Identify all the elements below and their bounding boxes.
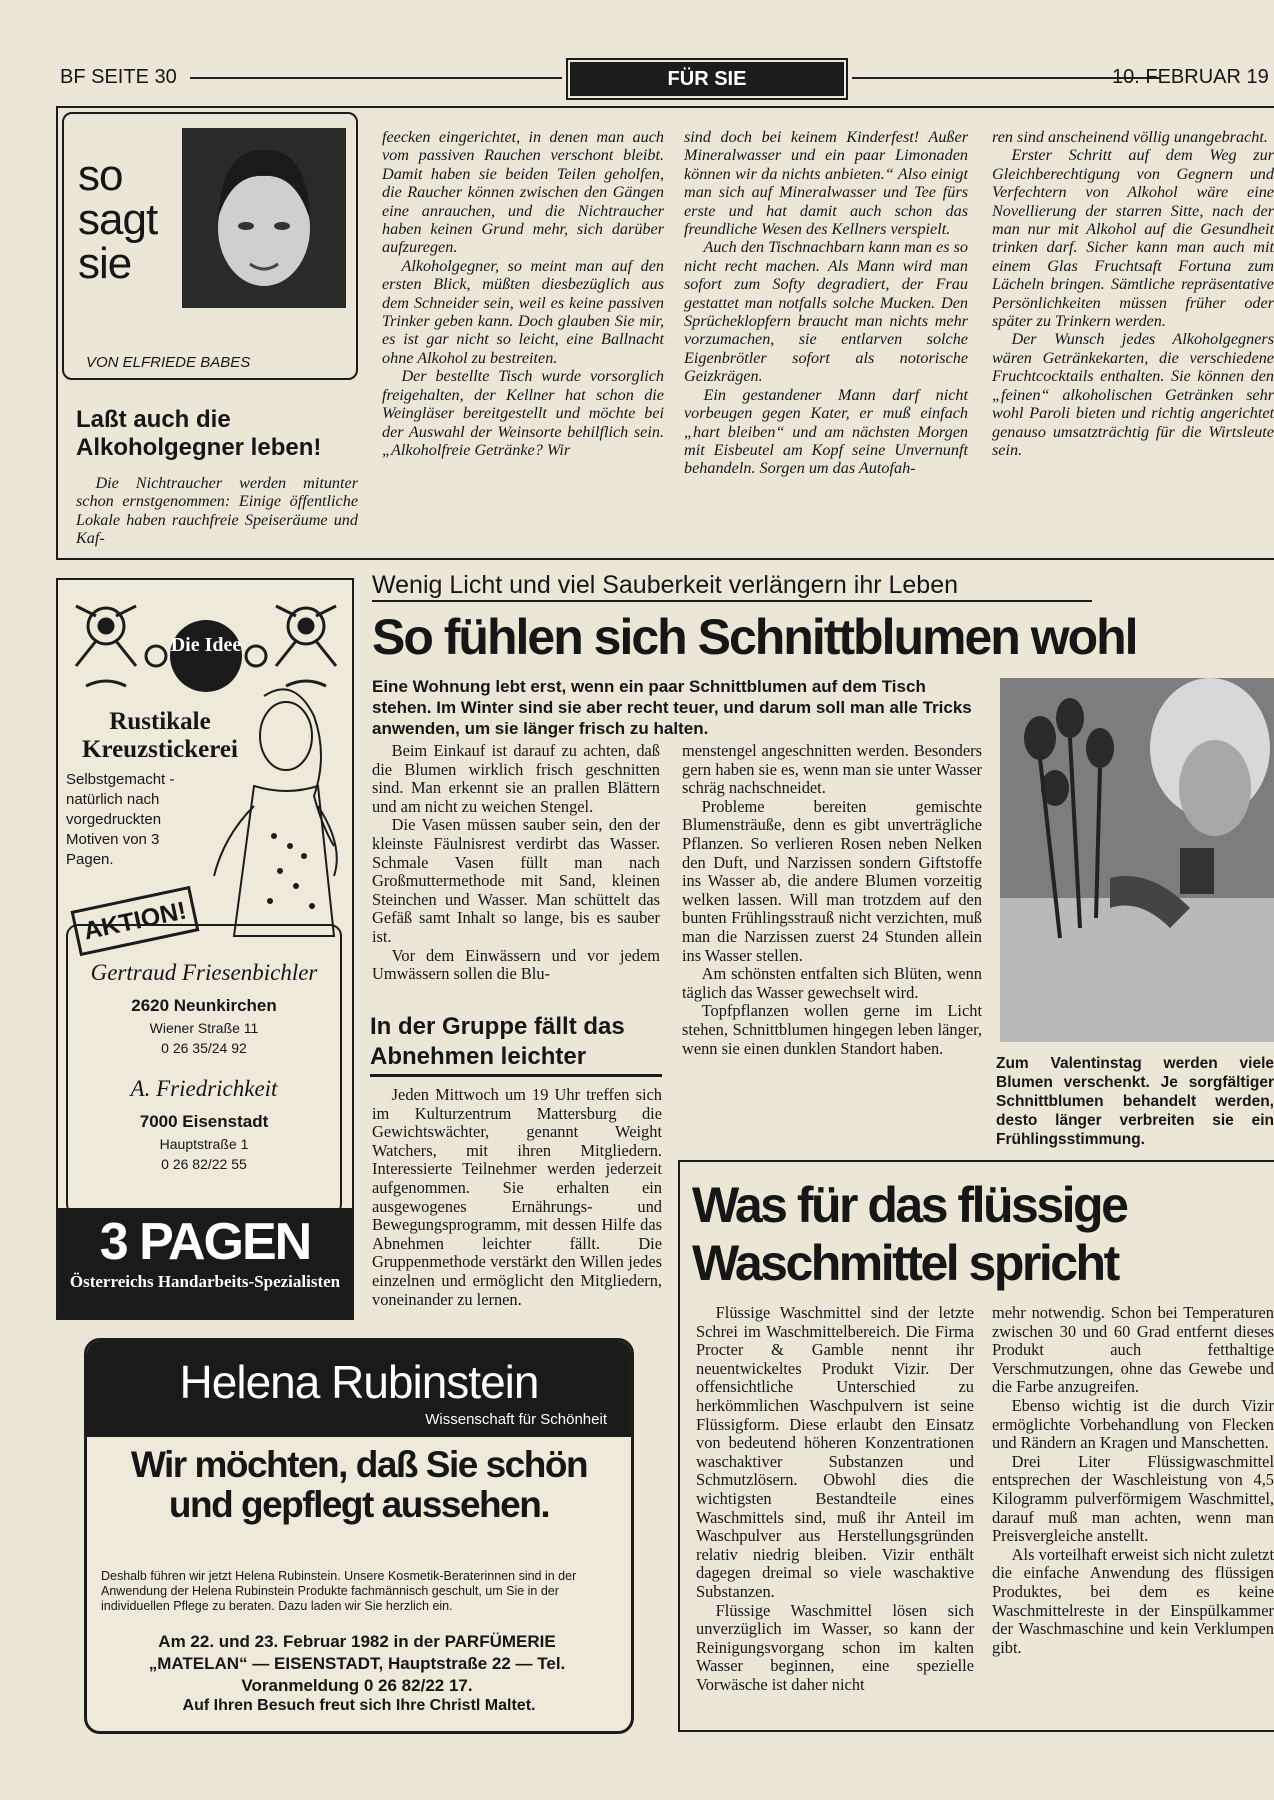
embroidery-woman-illustration-icon bbox=[194, 676, 350, 956]
ad-pagen-address-box bbox=[66, 924, 342, 1216]
paragraph: Erster Schritt auf dem Weg zur Gleichberechtigung von Gegnern und Verfechtern von Alkohol wäre eine Novellierung der starren Sitte, nach der man nur mit Alkohol auf die Gesundheit trinken darf. Sicher kann man auch mit einem Glas Fruchtsaft Fortuna zum Lächeln bringen. Sämtliche repräsentative Persönlichkeiten müssen früher oder später zu Trinkern werden. bbox=[992, 146, 1274, 331]
author-photo bbox=[182, 128, 346, 308]
shop2-name: A. Friedrichkeit bbox=[130, 1076, 278, 1101]
shop1-phone: 0 26 35/24 92 bbox=[161, 1040, 247, 1056]
paragraph: Beim Einkauf ist darauf zu achten, daß die Blumen wirklich frisch geschnitten sind. Man erkennt sie an prallen Blättern und am nicht zu weichen Stengel. bbox=[372, 741, 660, 816]
section-label: FÜR SIE bbox=[570, 62, 844, 96]
paragraph: Vor dem Einwässern und vor jedem Umwässern sollen die Blu- bbox=[372, 945, 660, 984]
issue-date: 10. FEBRUAR 19 bbox=[1112, 66, 1269, 88]
column-text-col1 bbox=[76, 474, 358, 548]
flowers-caption: Zum Valentinstag werden viele Blumen verschenkt. Je sorgfältiger Schnittblumen behandelt werden, desto länger verbreiten sie ein Frühlingsstimmung. bbox=[996, 1055, 1274, 1148]
paragraph: Am schönsten entfalten sich Blüten, wenn täglich das Wasser gewechselt wird. bbox=[682, 964, 982, 1002]
paragraph: Alkoholgegner, so meint man auf den ersten Blick, müßten diesbezüglich aus dem Schneider sein, weil es keine passiven Trinker geben kann. Doch glauben Sie mir, es ist gar nicht so leicht, eine Ballnacht ohne Alkohol zu bestreiten. bbox=[382, 256, 664, 367]
column-headline: Laßt auch die Alkoholgegner leben! bbox=[76, 406, 322, 461]
shop1-street: Wiener Straße 11 bbox=[149, 1020, 259, 1036]
helena-brand: Helena Rubinstein bbox=[179, 1356, 539, 1408]
column-logo: so sagt sie bbox=[78, 151, 158, 288]
detergent-box bbox=[678, 1160, 1274, 1732]
flowers-headline: So fühlen sich Schnittblumen wohl bbox=[372, 609, 1137, 665]
ad-pagen-footer bbox=[58, 1208, 352, 1318]
paragraph: Jeden Mittwoch um 19 Uhr treffen sich im Kulturzentrum Mattersburg die Gewichtswächter, genannt Weight Watchers, mit ihren Mitgliedern. Interessierte Teilnehmer werden jederzeit aufgenommen. Sie erhalten ein ausgewogenes Ernährungs- und Bewegungsprogramm, mit dessen Hilfe das Abnehmen leichter fällt. Die Gruppenmethode verstärkt den Willen jedes einzelnen und ermöglicht den Mitgliedern, voneinander zu lernen. bbox=[372, 1085, 662, 1309]
paragraph: menstengel angeschnitten werden. Besonders gern haben sie es, wenn man sie unter Wasser schräg nachschneidet. bbox=[682, 741, 982, 798]
column-text-col4 bbox=[992, 128, 1274, 459]
shop1-city: 2620 Neunkirchen bbox=[131, 996, 277, 1015]
flowers-photo bbox=[1000, 678, 1274, 1042]
group-body bbox=[372, 1086, 662, 1309]
group-headline: In der Gruppe fällt das Abnehmen leichter bbox=[370, 1012, 662, 1077]
helena-sub: Wissenschaft für Schönheit bbox=[425, 1411, 607, 1428]
masthead-rule-left bbox=[190, 77, 562, 79]
paragraph: Der bestellte Tisch wurde vorsorglich freigehalten, der Kellner hat schon die Weingläser bereitgestellt und möchte bei der Auswahl der Weinsorte behilflich sein. „Alkoholfreie Getränke? Wir bbox=[382, 367, 664, 459]
page-number: BF SEITE 30 bbox=[60, 66, 177, 88]
paragraph: Ebenso wichtig ist die durch Vizir ermöglichte Vorbehandlung von Flecken und Rändern an Kragen und Manschetten. bbox=[992, 1395, 1274, 1453]
ad-pagen-title: Rustikale Kreuzstickerei bbox=[82, 708, 238, 763]
column-header-box bbox=[62, 112, 358, 380]
flowers-lead: Eine Wohnung lebt erst, wenn ein paar Schnittblumen auf dem Tisch stehen. Im Winter sind sie aber recht teuer, und darum soll man alle Tricks anwenden, um sie länger frisch zu halten. bbox=[372, 677, 972, 738]
flowers-kicker: Wenig Licht und viel Sauberkeit verlängern ihr Leben bbox=[372, 570, 1092, 602]
paragraph: ren sind anscheinend völlig unangebracht. bbox=[992, 128, 1268, 146]
column-author: VON ELFRIEDE BABES bbox=[86, 354, 251, 371]
flowers-col1 bbox=[372, 742, 660, 984]
paragraph: Drei Liter Flüssigwaschmittel entsprechen der Waschleistung von 4,5 Kilogramm pulverförmigem Waschmittel, darauf muß man achten, wenn man Preisvergleiche anstellt. bbox=[992, 1451, 1274, 1546]
paragraph: Flüssige Waschmittel sind der letzte Schrei im Waschmittelbereich. Die Firma Procter & Gamble nennt ihr neuentwickeltes Produkt Vizir. Der offensichtliche Unterschied zu herkömmlichen Waschpulvern ist seine Flüssigform. Diese erlaubt den Einsatz von bedeutend höheren Konzentrationen waschaktiver Substanzen und Schmutzlösern. Obwohl dies die wichtigsten Bestandteile eines Waschmittels sind, muß ihr Anteil im Waschpulver aus Herstellungsgründen relativ niedrig bleiben. Vizir enthält dagegen dreimal so viele waschaktive Substanzen. bbox=[696, 1303, 974, 1601]
detergent-col2 bbox=[992, 1304, 1274, 1657]
ad-pagen-sub: Selbstgemacht - natürlich nach vorgedruckten Motiven von 3 Pagen. bbox=[66, 771, 175, 868]
helena-closing: Auf Ihren Besuch freut sich Ihre Christl Maltet. bbox=[182, 1697, 536, 1714]
paragraph: sind doch bei keinem Kinderfest! Außer Mineralwasser und ein paar Limonaden können wir da nichts anbieten.“ Also einigt man sich auf Mineralwasser und Tee fürs erste und hat damit auch schon das freundliche Wesen des Kellners verspielt. bbox=[684, 128, 968, 239]
helena-headline: Wir möchten, daß Sie schön und gepflegt aussehen. bbox=[130, 1444, 588, 1525]
paragraph: Als vorteilhaft erweist sich nicht zuletzt die einfache Anwendung des flüssigen Produktes, bei dem es keine Waschmittelreste in der Einspülkammer der Waschmaschine und kein Verklumpen gibt. bbox=[992, 1544, 1274, 1657]
paragraph: Der Wunsch jedes Alkoholgegners wären Getränkekarten, die verschiedene Fruchtcocktails enthalten. Sie können den „feinen“ alkoholischen Getränken sehr wohl Paroli bieten und richtig angerichtet genauso umsatzträchtig für die Wirtsleute sein. bbox=[992, 330, 1274, 459]
shop2-city: 7000 Eisenstadt bbox=[139, 1112, 269, 1131]
paragraph: Die Nichtraucher werden mitunter schon ernstgenommen: Einige öffentliche Lokale haben rauchfreie Speiseräume und Kaf- bbox=[76, 474, 358, 548]
paragraph: Auch den Tischnachbarn kann man es so nicht recht machen. Als Mann wird man sofort zum Softy degradiert, der Frau gestattet man notfalls solche Mucken. Den Sprücheklopfern braucht man nichts mehr vorzumachen, sie entlarven solche Eigenbrötler sofort als notorische Geizkrägen. bbox=[684, 238, 968, 386]
ad-helena-header bbox=[87, 1341, 631, 1437]
column-text-col2 bbox=[382, 128, 664, 459]
detergent-col1 bbox=[696, 1304, 974, 1694]
paragraph: Die Vasen müssen sauber sein, den der kleinste Fäulnisrest verdirbt das Wasser. Schmale Vasen füllt man nach Großmuttermethode mit Sand, kleinen Steinchen und Wasser. Man schüttelt das Gefäß samt Inhalt so lange, bis es sauber ist. bbox=[372, 815, 660, 946]
shop1-name: Gertraud Friesenbichler bbox=[90, 960, 318, 985]
paragraph: feecken eingerichtet, in denen man auch vom passiven Rauchen verschont bleibt. Damit haben sie beiden Teilen geholfen, die Raucher können zwischen den Gängen eine anrauchen, und die Nichtraucher haben keinen Grund mehr, sich darüber aufzuregen. bbox=[382, 128, 664, 257]
woman-with-flowers-photo-icon bbox=[1000, 678, 1274, 1042]
author-portrait-icon bbox=[182, 128, 346, 308]
idea-badge: Die Idee bbox=[170, 620, 242, 692]
brand-3pagen: 3 PAGEN bbox=[99, 1213, 311, 1271]
ad-pagen-tagline: Österreichs Handarbeits-Spezialisten bbox=[69, 1272, 341, 1291]
paragraph: Flüssige Waschmittel lösen sich unverzüglich im Wasser, so kann der Reinigungsvorgang schon im kalten Wasser beginnen, eine spezielle Vorwäsche ist daher nicht bbox=[696, 1600, 974, 1694]
paragraph: Ein gestandener Mann darf nicht vorbeugen gegen Kater, er muß einfach „hart bleiben“ und am nächsten Morgen mit Eisbeutel am Kopf seine Unvernunft behandeln. Sorgen um das Autofah- bbox=[684, 385, 968, 478]
flowers-col2 bbox=[682, 742, 982, 1058]
detergent-headline: Was für das flüssige Waschmittel spricht bbox=[692, 1177, 1127, 1291]
aktion-stamp: AKTION! bbox=[71, 886, 200, 956]
paragraph: Probleme bereiten gemischte Blumensträuße, denn es gibt unverträgliche Pflanzen. So verlieren Rosen neben Nelken den Duft, und Narzissen sondern Giftstoffe ins Wasser ab, die andere Blumen vorzeitig welken lassen. Will man trotzdem auf den bunten Frühlingsstrauß nicht verzichten, muß man die Narzissen zuerst 24 Stunden allein ins Wasser stellen. bbox=[682, 796, 982, 965]
helena-body: Deshalb führen wir jetzt Helena Rubinstein. Unsere Kosmetik-Beraterinnen sind in der Anwendung der Helena Rubinstein Produkte fachmännisch geschult, um Sie in der individuellen Pflege zu beraten. Dazu laden wir Sie herzlich ein. bbox=[101, 1569, 577, 1613]
ad-3pagen bbox=[56, 578, 354, 1320]
paragraph: mehr notwendig. Schon bei Temperaturen zwischen 30 und 60 Grad entfernt dieses Produkt auch fetthaltige Verschmutzungen, ohne das Gewebe und die Farbe anzugreifen. bbox=[992, 1303, 1274, 1397]
shop2-phone: 0 26 82/22 55 bbox=[161, 1156, 247, 1172]
column-text-col3 bbox=[684, 128, 968, 478]
ad-helena-rubinstein bbox=[84, 1338, 634, 1734]
paragraph: Topfpflanzen wollen gerne im Licht stehen, Schnittblumen hingegen leben länger, wenn sie einen dunklen Standort haben. bbox=[682, 1001, 982, 1058]
masthead bbox=[60, 62, 1274, 94]
helena-event: Am 22. und 23. Februar 1982 in der PARFÜMERIE „MATELAN“ — EISENSTADT, Hauptstraße 22 — Tel. Voranmeldung 0 26 82/22 17. bbox=[148, 1632, 566, 1695]
shop2-street: Hauptstraße 1 bbox=[159, 1136, 249, 1152]
